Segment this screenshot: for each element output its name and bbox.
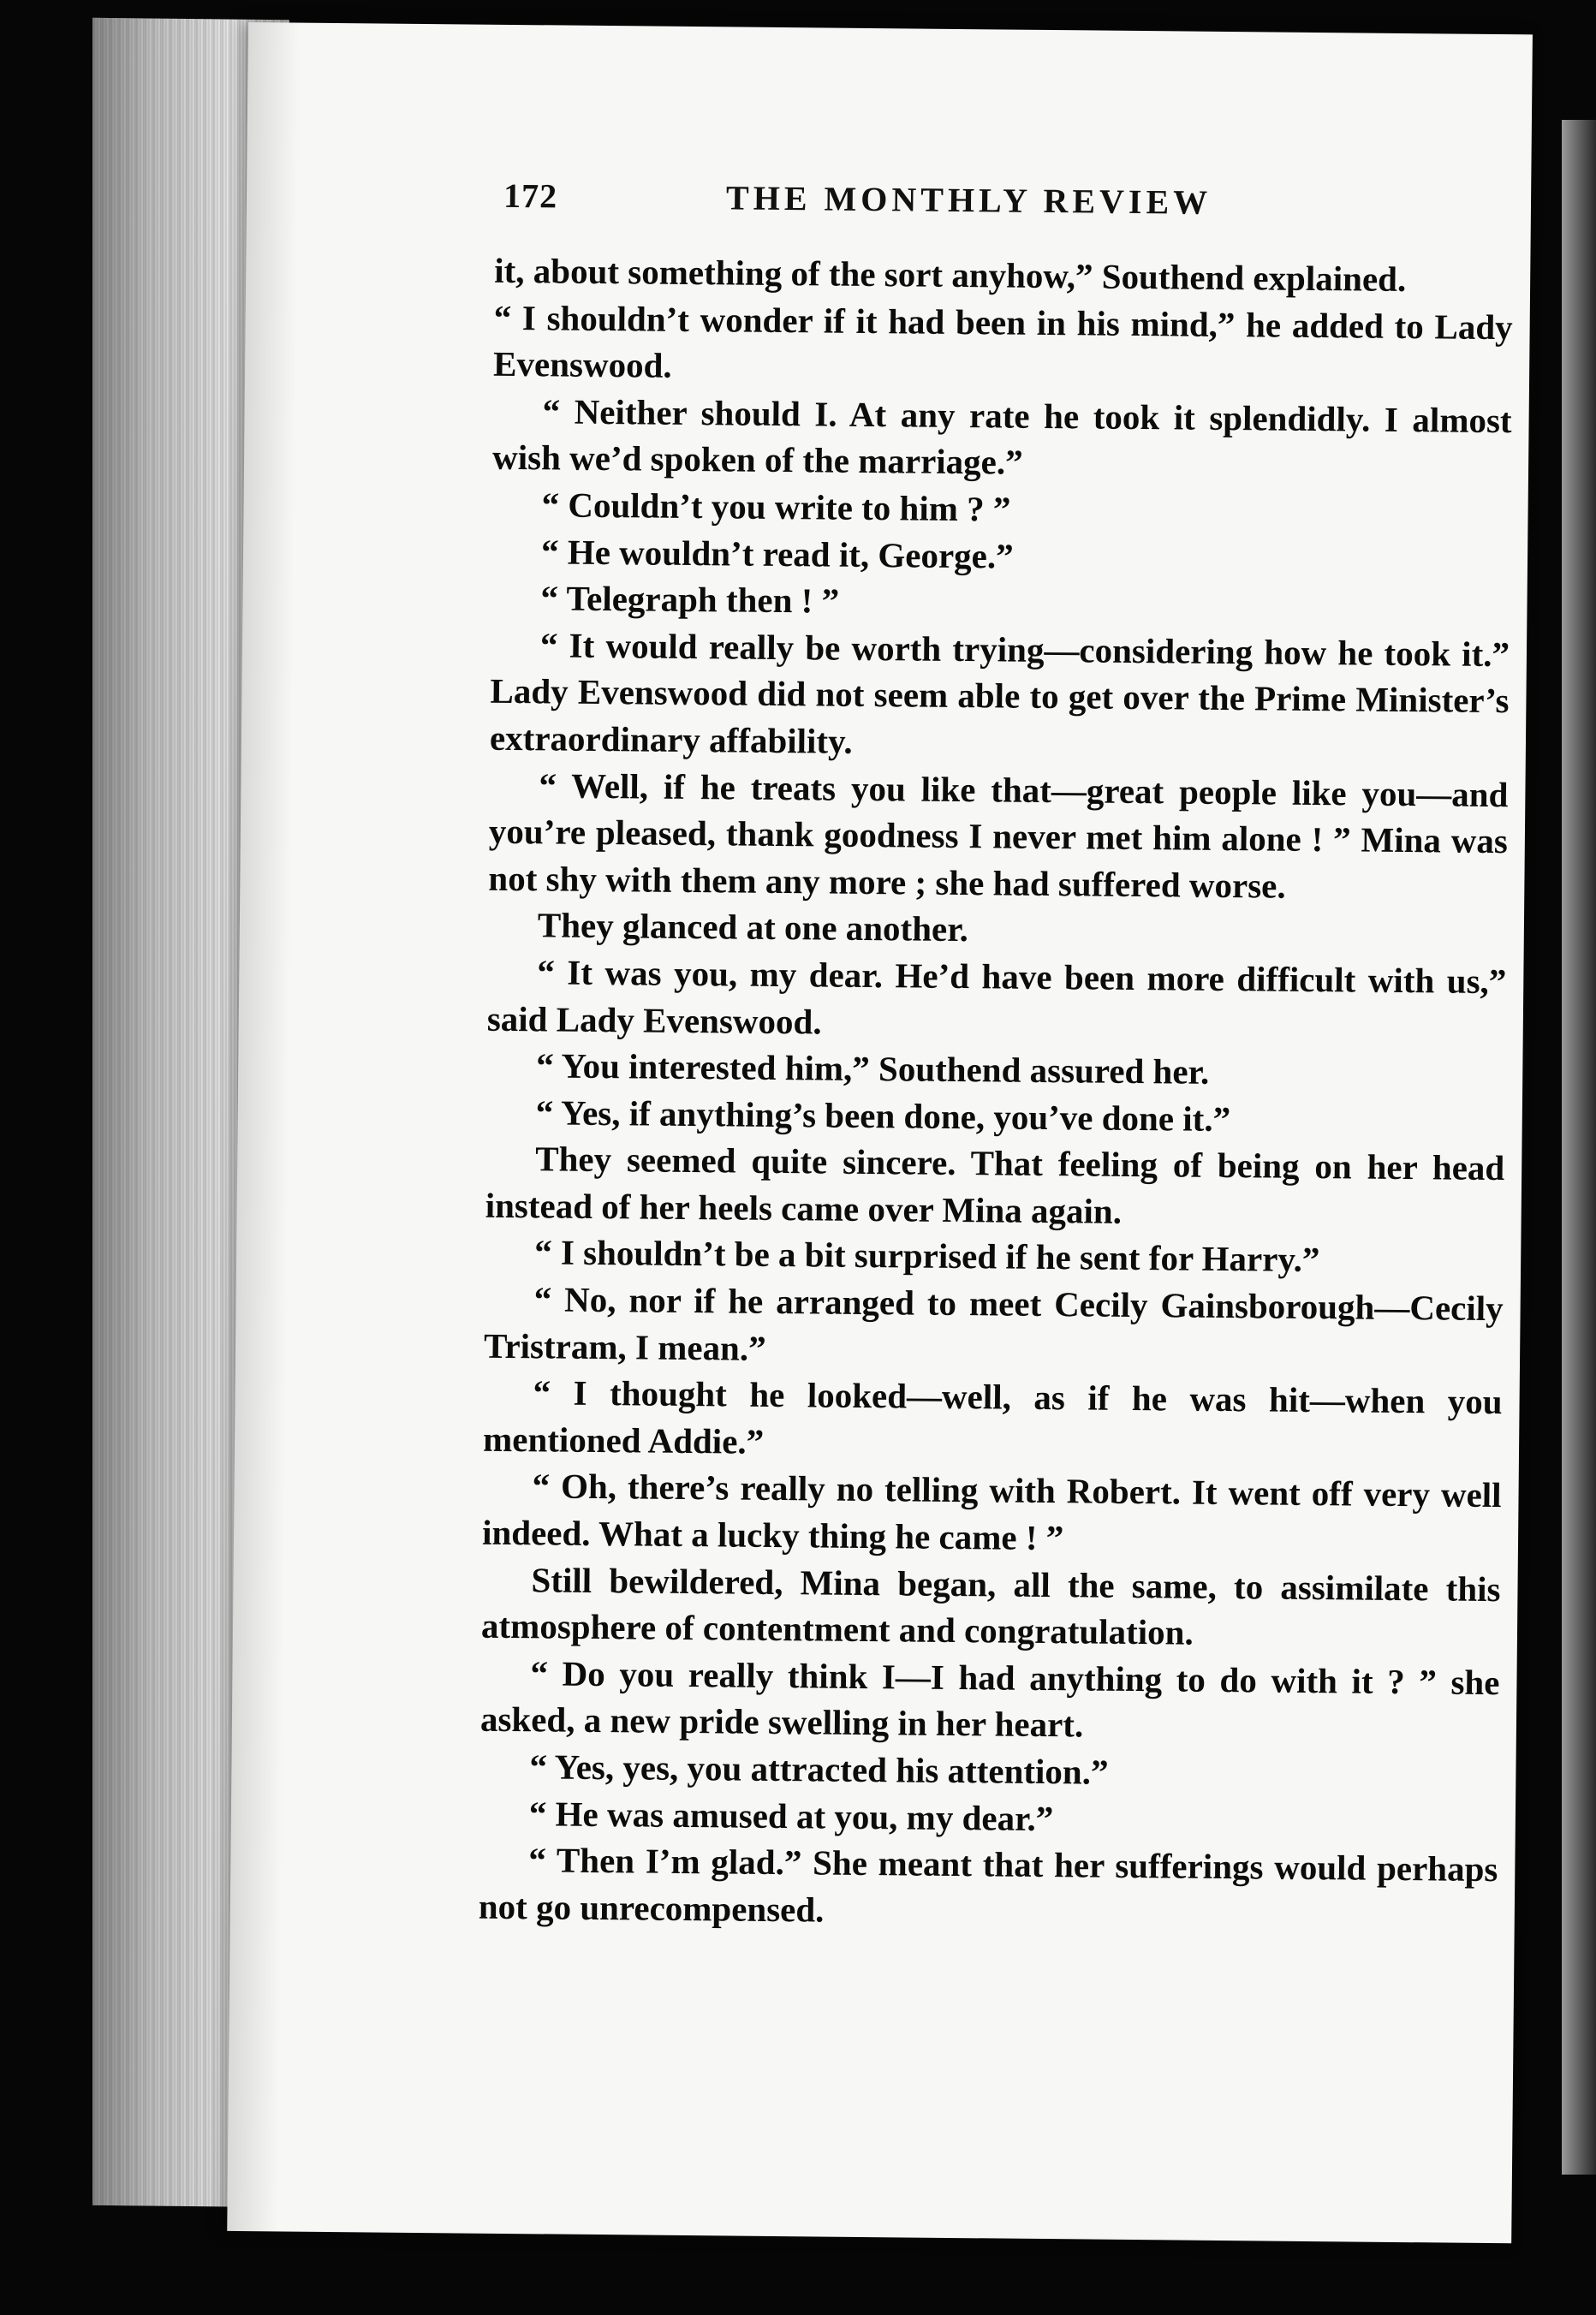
paragraph: “ I shouldn’t be a bit surprised if he sent for Harry.” <box>534 1232 1320 1280</box>
paragraph: “ Then I’m glad.” She meant that her sufferings would perhaps not go unrecompensed. <box>478 1840 1498 1930</box>
paragraph: “ Neither should I. At any rate he took it splendidly. I almost wish we’d spoken of the marriage.” <box>491 391 1512 483</box>
paragraph: “ You interested him,” Southend assured her. <box>536 1045 1210 1092</box>
paragraph: They glanced at one another. <box>537 905 969 949</box>
paragraph: “ It would really be worth trying—considering how he took it.” Lady Evenswood did not seem able to get over the Prime Minister’s extraordinary affability. <box>489 625 1510 761</box>
paragraph: “ Oh, there’s really no telling with Robert. It went off very well indeed. What a lucky thing he came ! ” <box>481 1466 1502 1558</box>
paragraph: “ I shouldn’t wonder if it had been in his mind,” he added to Lady Evenswood. <box>492 297 1513 385</box>
right-margin-bleed <box>1562 120 1596 2175</box>
paragraph: “ Do you really think I—I had anything to do with it ? ” she asked, a new pride swelling in her heart. <box>479 1653 1500 1745</box>
paragraph: “ It was you, my dear. He’d have been more difficult with us,” said Lady Evenswood. <box>486 952 1507 1041</box>
paragraph: “ Yes, yes, you attracted his attention.” <box>529 1747 1109 1792</box>
paragraph: it, about something of the sort anyhow,” Southend explained. <box>494 250 1407 299</box>
paragraph: “ I thought he looked—well, as if he was hit—when you mentioned Addie.” <box>482 1372 1503 1461</box>
paragraph: “ He was amused at you, my dear.” <box>528 1793 1054 1838</box>
paragraph: Still bewildered, Mina began, all the same, to assimilate this atmosphere of contentment and congratulation. <box>480 1559 1501 1652</box>
paragraph: “ Yes, if anything’s been done, you’ve done it.” <box>535 1092 1231 1139</box>
paragraph: “ Couldn’t you write to him ? ” <box>541 485 1011 529</box>
paragraph: They seemed quite sincere. That feeling of being on her head instead of her heels came over Mina again. <box>485 1139 1505 1231</box>
paragraph: “ No, nor if he arranged to meet Cecily Gainsborough—Cecily Tristram, I mean.” <box>483 1279 1504 1368</box>
paragraph: “ Well, if he treats you like that—great people like you—and you’re pleased, thank goodness I never met him alone ! ” Mina was not shy with them any more ; she had suffered worse. <box>488 765 1509 906</box>
body-text <box>479 247 1514 1940</box>
running-title: THE MONTHLY REVIEW <box>725 178 1212 222</box>
page-header <box>503 176 1515 236</box>
paragraph: “ He wouldn’t read it, George.” <box>540 531 1014 576</box>
paragraph: “ Telegraph then ! ” <box>540 578 840 621</box>
book-page <box>227 22 1533 2243</box>
page-number: 172 <box>503 176 558 216</box>
